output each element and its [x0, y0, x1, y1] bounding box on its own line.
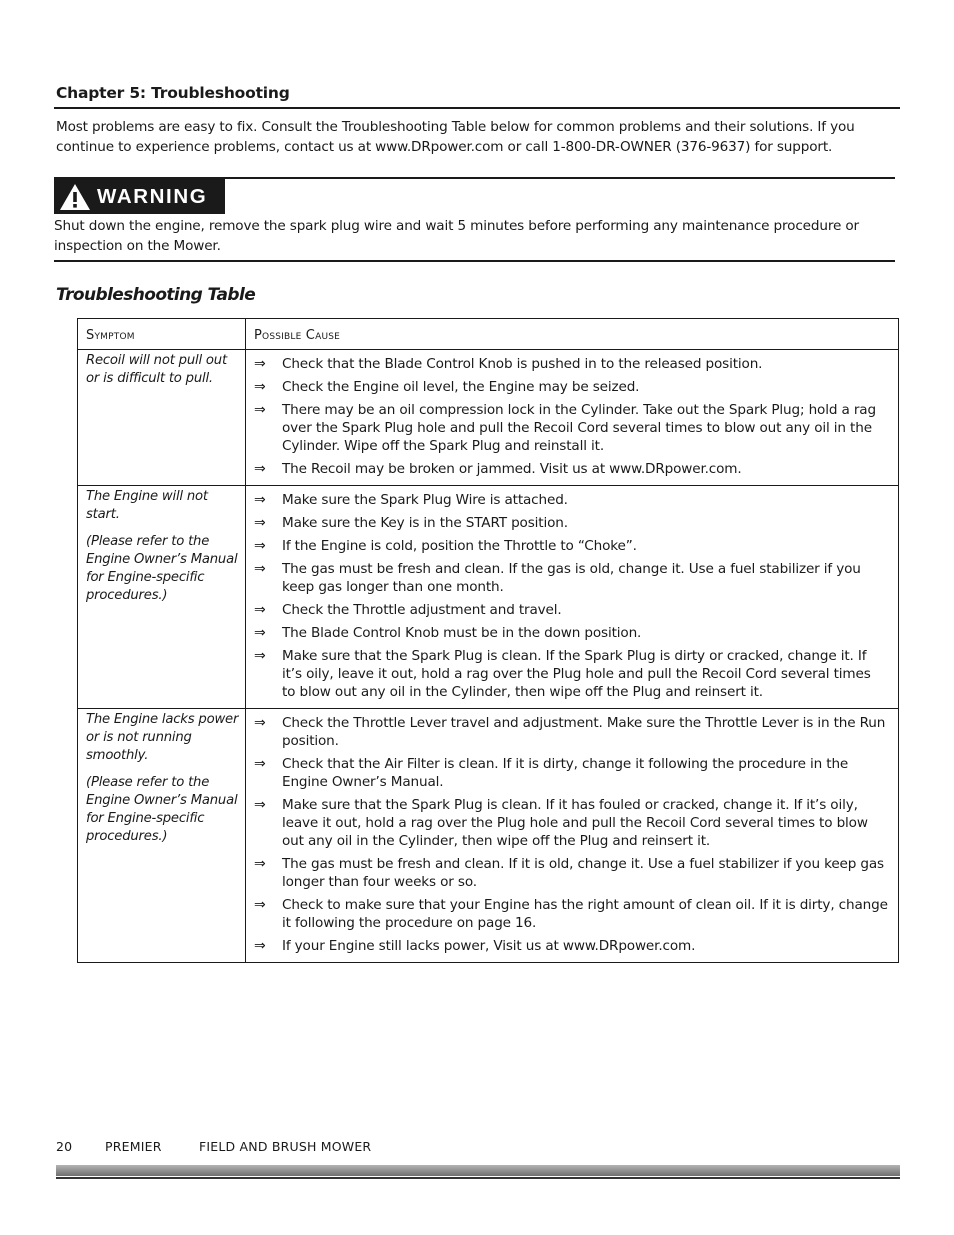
table-header-row [78, 319, 899, 350]
cause-text: Make sure that the Spark Plug is clean. If the Spark Plug is dirty or cracked, change it. If it’s oily, leave it out, hold a rag over the Plug hole and pull the Recoil Cord several times to blow out any oil in the Cylinder, then wipe off the Plug and reinsert it. [282, 648, 871, 700]
symptom-text: The Engine lacks power or is not running smoothly. [86, 712, 239, 763]
cause-item [254, 796, 888, 850]
cause-list [254, 355, 888, 478]
symptom-cell [78, 709, 246, 963]
double-arrow-icon: ⇒ [254, 602, 266, 618]
header-symptom: Symptom [78, 319, 246, 350]
cause-text: Check the Engine oil level, the Engine may be seized. [282, 379, 640, 395]
double-arrow-icon: ⇒ [254, 938, 266, 954]
double-arrow-icon: ⇒ [254, 379, 266, 395]
cause-text: Make sure the Key is in the START position. [282, 515, 568, 531]
symptom-text: Recoil will not pull out or is difficult to pull. [86, 353, 227, 386]
double-arrow-icon: ⇒ [254, 715, 266, 731]
causes-cell [246, 486, 899, 709]
header-possible-cause: Possible Cause [246, 319, 899, 350]
troubleshooting-table [77, 318, 899, 963]
footer-line [56, 1177, 900, 1179]
symptom-text: (Please refer to the Engine Owner’s Manual for Engine-specific procedures.) [86, 534, 238, 603]
cause-text: Check the Throttle Lever travel and adjustment. Make sure the Throttle Lever is in the Run position. [282, 715, 886, 749]
cause-item [254, 937, 888, 955]
cause-item [254, 647, 888, 701]
symptom-text: (Please refer to the Engine Owner’s Manual for Engine-specific procedures.) [86, 775, 238, 844]
footer-product-title: FIELD AND BRUSH MOWER [199, 1139, 372, 1154]
warning-bottom-divider [54, 260, 895, 262]
cause-list [254, 491, 888, 701]
symptom-cell [78, 486, 246, 709]
cause-item [254, 896, 888, 932]
cause-item [254, 378, 888, 396]
chapter-title: Chapter 5: Troubleshooting [56, 84, 290, 102]
cause-item [254, 601, 888, 619]
warning-badge [54, 179, 225, 214]
cause-item [254, 491, 888, 509]
double-arrow-icon: ⇒ [254, 515, 266, 531]
cause-item [254, 514, 888, 532]
intro-paragraph: Most problems are easy to fix. Consult the Troubleshooting Table below for common problems and their solutions. If you continue to experience problems, contact us at www.DRpower.com or call 1-800-DR-OWNER (376-9637) for support. [56, 119, 855, 155]
double-arrow-icon: ⇒ [254, 561, 266, 577]
cause-text: Check the Throttle adjustment and travel. [282, 602, 562, 618]
cause-text: Check to make sure that your Engine has the right amount of clean oil. If it is dirty, change it following the procedure on page 16. [282, 897, 888, 931]
cause-text: Make sure that the Spark Plug is clean. If it has fouled or cracked, change it. If it’s oily, leave it out, hold a rag over the Plug hole and pull the Recoil Cord several times to blow out any oil in the Cylinder, then wipe off the Plug and reinsert it. [282, 797, 868, 849]
troubleshooting-table-title: Troubleshooting Table [56, 285, 256, 305]
double-arrow-icon: ⇒ [254, 897, 266, 913]
cause-item [254, 560, 888, 596]
cause-item [254, 714, 888, 750]
cause-text: There may be an oil compression lock in the Cylinder. Take out the Spark Plug; hold a rag over the Spark Plug hole and pull the Recoil Cord several times to blow out any oil in the Cylinder. Wipe off the Spark Plug and reinstall it. [282, 402, 876, 454]
causes-cell [246, 350, 899, 486]
footer-bar [56, 1165, 900, 1176]
double-arrow-icon: ⇒ [254, 648, 266, 664]
cause-text: The Blade Control Knob must be in the down position. [282, 625, 642, 641]
cause-item [254, 355, 888, 373]
table-row [78, 350, 899, 486]
double-arrow-icon: ⇒ [254, 538, 266, 554]
cause-item [254, 755, 888, 791]
warning-triangle-icon [59, 183, 91, 211]
double-arrow-icon: ⇒ [254, 492, 266, 508]
footer-page-number: 20 [56, 1139, 73, 1154]
cause-item [254, 537, 888, 555]
causes-cell [246, 709, 899, 963]
double-arrow-icon: ⇒ [254, 461, 266, 477]
cause-text: Check that the Air Filter is clean. If it is dirty, change it following the procedure in the Engine Owner’s Manual. [282, 756, 849, 790]
warning-label: WARNING [97, 184, 208, 208]
cause-item [254, 460, 888, 478]
cause-text: Make sure the Spark Plug Wire is attached. [282, 492, 568, 508]
double-arrow-icon: ⇒ [254, 856, 266, 872]
cause-text: The gas must be fresh and clean. If it is old, change it. Use a fuel stabilizer if you keep gas longer than four weeks or so. [282, 856, 884, 890]
double-arrow-icon: ⇒ [254, 356, 266, 372]
cause-text: The Recoil may be broken or jammed. Visit us at www.DRpower.com. [282, 461, 742, 477]
cause-text: Check that the Blade Control Knob is pushed in to the released position. [282, 356, 763, 372]
cause-text: If your Engine still lacks power, Visit us at www.DRpower.com. [282, 938, 696, 954]
table-row [78, 486, 899, 709]
cause-item [254, 624, 888, 642]
table-row [78, 709, 899, 963]
cause-text: If the Engine is cold, position the Throttle to “Choke”. [282, 538, 637, 554]
double-arrow-icon: ⇒ [254, 756, 266, 772]
footer-series: PREMIER [105, 1139, 162, 1154]
double-arrow-icon: ⇒ [254, 797, 266, 813]
double-arrow-icon: ⇒ [254, 402, 266, 418]
warning-text: Shut down the engine, remove the spark plug wire and wait 5 minutes before performing any maintenance procedure or inspection on the Mower. [54, 218, 859, 254]
cause-item [254, 855, 888, 891]
double-arrow-icon: ⇒ [254, 625, 266, 641]
symptom-text: The Engine will not start. [86, 489, 208, 522]
symptom-cell [78, 350, 246, 486]
cause-item [254, 401, 888, 455]
chapter-divider [54, 107, 900, 109]
cause-text: The gas must be fresh and clean. If the gas is old, change it. Use a fuel stabilizer if you keep gas longer than one month. [282, 561, 861, 595]
cause-list [254, 714, 888, 955]
